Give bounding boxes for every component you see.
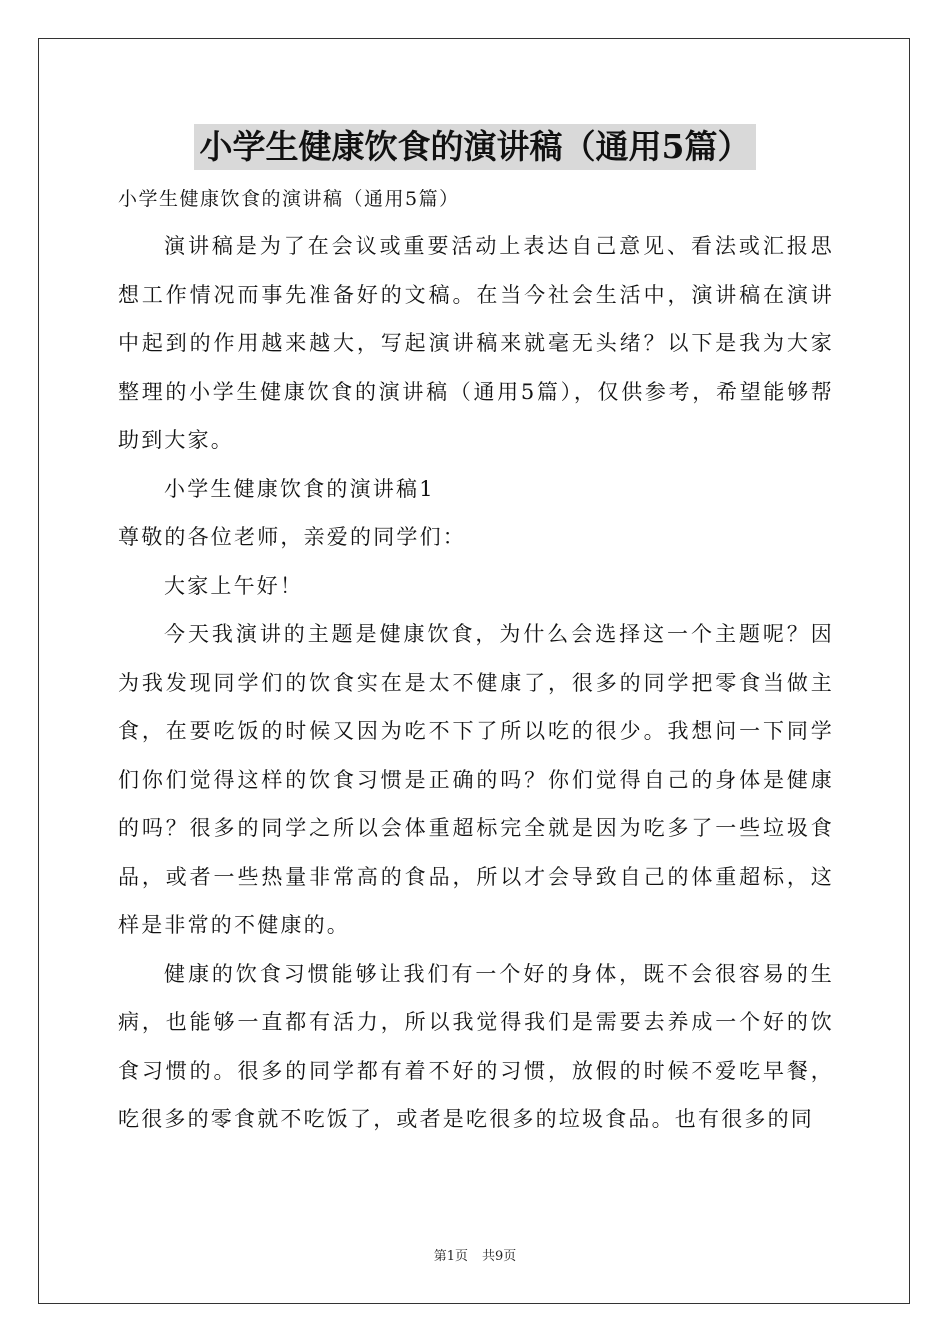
intro-paragraph: 演讲稿是为了在会议或重要活动上表达自己意见、看法或汇报思想工作情况而事先准备好的文稿。在当今社会生活中，演讲稿在演讲中起到的作用越来越大，写起演讲稿来就毫无头绪？以下是我为大家整理的小学生健康饮食的演讲稿（通用5篇），仅供参考，希望能够帮助到大家。 xyxy=(118,234,834,452)
document-body xyxy=(118,176,834,1144)
body-paragraph: 今天我演讲的主题是健康饮食，为什么会选择这一个主题呢？因为我发现同学们的饮食实在是太不健康了，很多的同学把零食当做主食，在要吃饭的时候又因为吃不下了所以吃的很少。我想问一下同学们你们觉得这样的饮食习惯是正确的吗？你们觉得自己的身体是健康的吗？很多的同学之所以会体重超标完全就是因为吃多了一些垃圾食品，或者一些热量非常高的食品，所以才会导致自己的体重超标，这样是非常的不健康的。 xyxy=(118,622,834,937)
page-number: 第1页 xyxy=(433,1249,468,1264)
document-title: 小学生健康饮食的演讲稿（通用5篇） xyxy=(194,124,757,170)
document-subtitle: 小学生健康饮食的演讲稿（通用5篇） xyxy=(118,188,460,210)
page-total: 共9页 xyxy=(482,1249,517,1264)
salutation: 尊敬的各位老师，亲爱的同学们： xyxy=(118,525,466,549)
title-container xyxy=(0,124,950,170)
page-footer xyxy=(0,1245,950,1264)
body-paragraph: 健康的饮食习惯能够让我们有一个好的身体，既不会很容易的生病，也能够一直都有活力，所以我觉得我们是需要去养成一个好的饮食习惯的。很多的同学都有着不好的习惯，放假的时候不爱吃早餐，吃很多的零食就不吃饭了，或者是吃很多的垃圾食品。也有很多的同 xyxy=(118,961,834,1131)
section-heading: 小学生健康饮食的演讲稿1 xyxy=(164,476,435,501)
greeting: 大家上午好！ xyxy=(164,573,304,598)
